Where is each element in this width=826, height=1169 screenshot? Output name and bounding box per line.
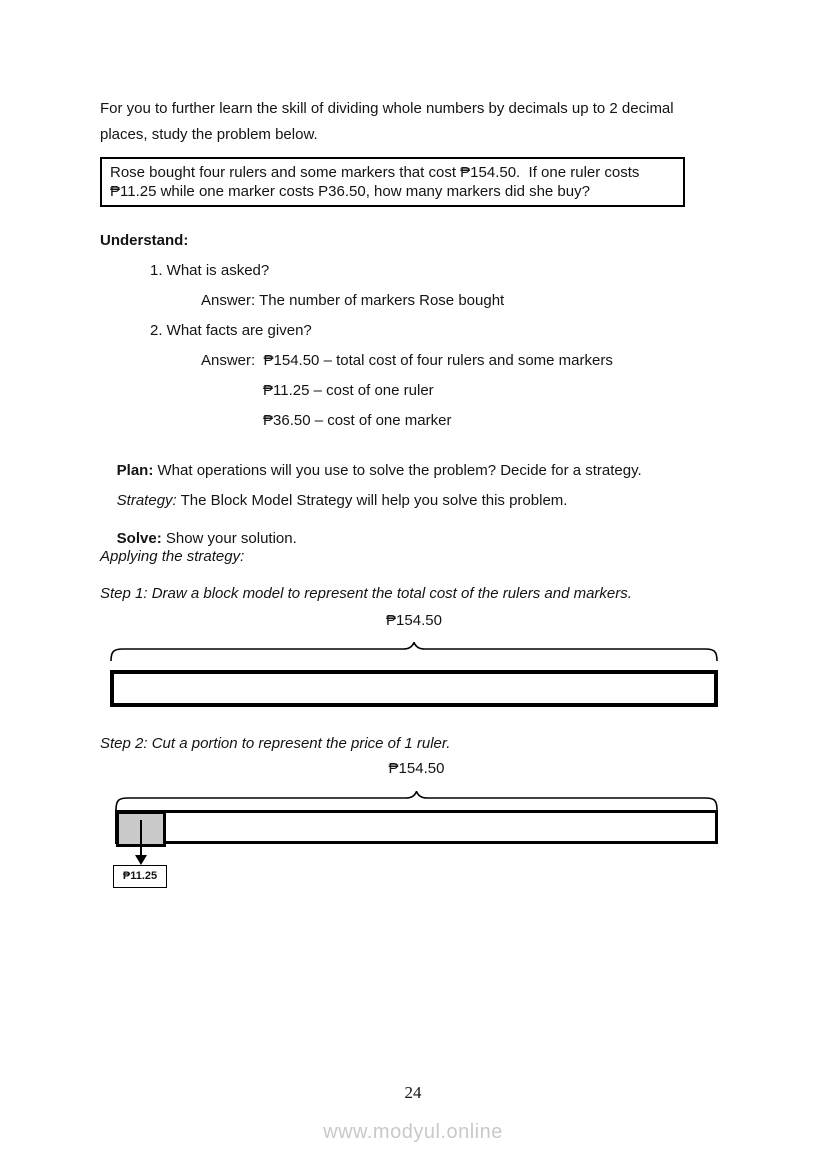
- understand-heading: Understand:: [100, 232, 189, 249]
- answer-2-line-2: ₱11.25 – cost of one ruler: [263, 382, 434, 399]
- problem-statement-box: [100, 157, 685, 207]
- applying-strategy-line: Applying the strategy:: [100, 548, 245, 565]
- answer-2-line-3: ₱36.50 – cost of one marker: [263, 412, 452, 429]
- problem-line-1: Rose bought four rulers and some markers that cost ₱154.50. If one ruler costs: [110, 164, 640, 181]
- step1-brace: [110, 642, 718, 661]
- step1-amount-label: ₱154.50: [386, 612, 442, 629]
- answer-2-line-1: Answer: ₱154.50 – total cost of four rulers and some markers: [201, 352, 613, 369]
- answer-1: Answer: The number of markers Rose bought: [201, 292, 505, 309]
- intro-line-1: For you to further learn the skill of dividing whole numbers by decimals up to 2 decimal: [100, 100, 674, 117]
- page-number: 24: [404, 1083, 422, 1102]
- step1-block-rect: [110, 670, 718, 707]
- question-2: 2. What facts are given?: [150, 322, 312, 339]
- cut-price-label-box: [113, 865, 167, 888]
- step2-amount-label: ₱154.50: [388, 760, 445, 777]
- plan-text: What operations will you use to solve the problem? Decide for a strategy.: [153, 462, 642, 479]
- watermark: www.modyul.online: [323, 1121, 503, 1143]
- arrow-down-line: [140, 820, 142, 856]
- cut-price-label: ₱11.25: [122, 870, 158, 882]
- plan-label: Plan:: [116, 462, 154, 479]
- step2-brace: [115, 791, 718, 810]
- step1-caption: Step 1: Draw a block model to represent the total cost of the rulers and markers.: [100, 585, 632, 602]
- question-1: 1. What is asked?: [150, 262, 270, 279]
- step2-block-rect: [115, 810, 718, 844]
- step2-caption: Step 2: Cut a portion to represent the price of 1 ruler.: [100, 735, 451, 752]
- intro-line-2: places, study the problem below.: [100, 126, 318, 143]
- problem-line-2: ₱11.25 while one marker costs P36.50, how many markers did she buy?: [110, 183, 590, 200]
- strategy-label: Strategy:: [116, 492, 177, 509]
- arrow-down-icon: [135, 855, 147, 865]
- solve-text: Show your solution.: [161, 530, 297, 547]
- solve-label: Solve:: [116, 530, 162, 547]
- strategy-text: The Block Model Strategy will help you solve this problem.: [176, 492, 568, 509]
